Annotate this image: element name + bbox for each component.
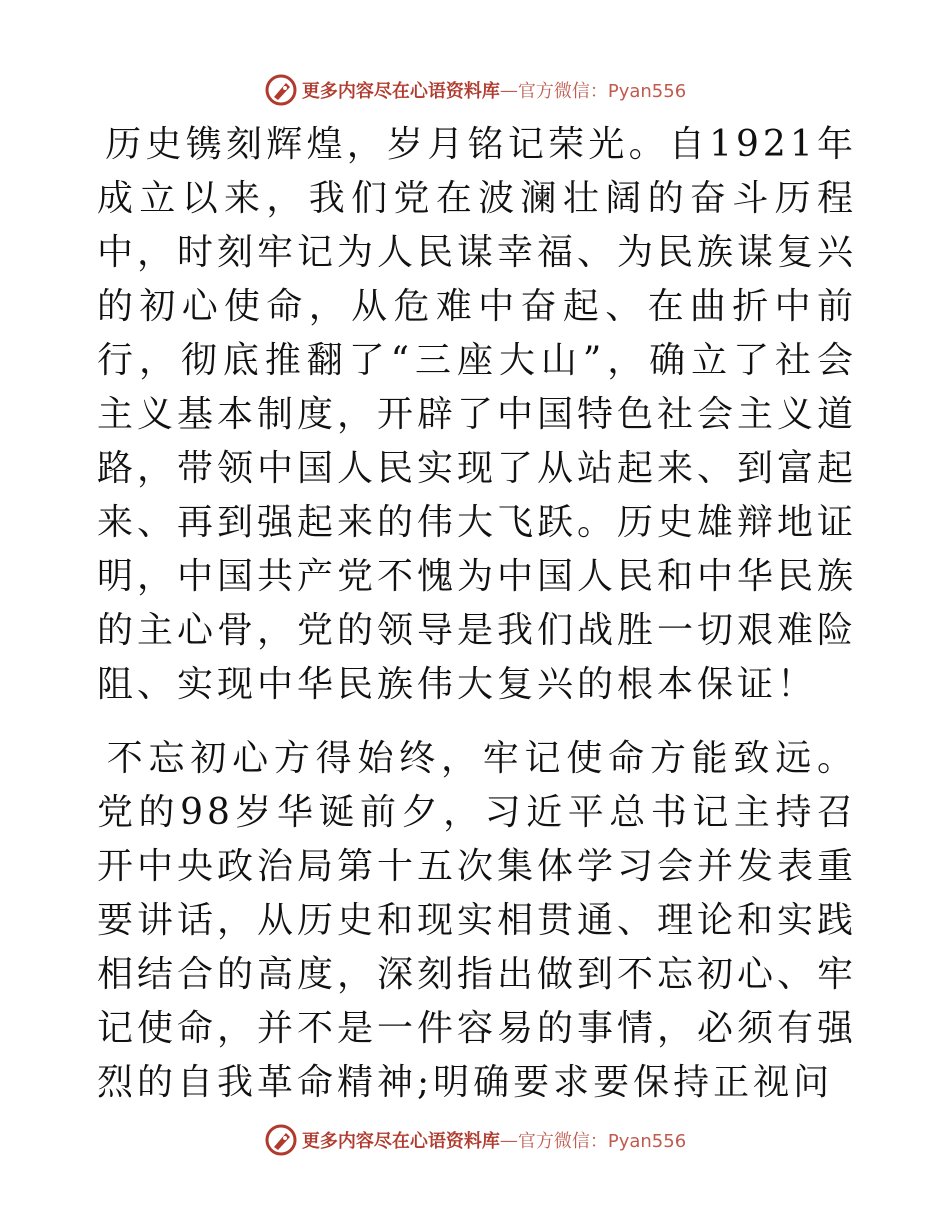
document-body [97,118,857,1130]
header-banner [0,70,950,110]
paragraph-text: 历史镌刻辉煌，岁月铭记荣光。自1921年成立以来，我们党在波澜壮阔的奋斗历程中，时刻牢记为人民谋幸福、为民族谋复兴的初心使命，从危难中奋起、在曲折中前行，彻底推翻了“三座大山”，确立了社会主义基本制度，开辟了中国特色社会主义道路，带领中国人民实现了从站起来、到富起来、再到强起来的伟大飞跃。历史雄辩地证明，中国共产党不愧为中国人民和中华民族的主心骨，党的领导是我们战胜一切艰难险阻、实现中华民族伟大复兴的根本保证！ [97,124,858,705]
wechat-id: 官方微信：Pyan556 [517,1131,687,1152]
paragraph [97,732,857,1110]
paragraph-text: 不忘初心方得始终，牢记使命方能致远。党的98岁华诞前夕，习近平总书记主持召开中央政治局第十五次集体学习会并发表重要讲话，从历史和现实相贯通、理论和实践相结合的高度，深刻指出做到不忘初心、牢记使命，并不是一件容易的事情，必须有强烈的自我革命精神;明确要求要保持正视问 [97,738,858,1103]
footer-banner [0,1120,950,1160]
separator: — [499,1129,518,1151]
pen-nib-logo [264,73,298,107]
site-name: 更多内容尽在心语资料库 [301,81,500,102]
pen-nib-logo [264,1123,298,1157]
paragraph [97,118,857,712]
separator: — [499,79,518,101]
wechat-id: 官方微信：Pyan556 [517,81,687,102]
site-name: 更多内容尽在心语资料库 [301,1131,500,1152]
